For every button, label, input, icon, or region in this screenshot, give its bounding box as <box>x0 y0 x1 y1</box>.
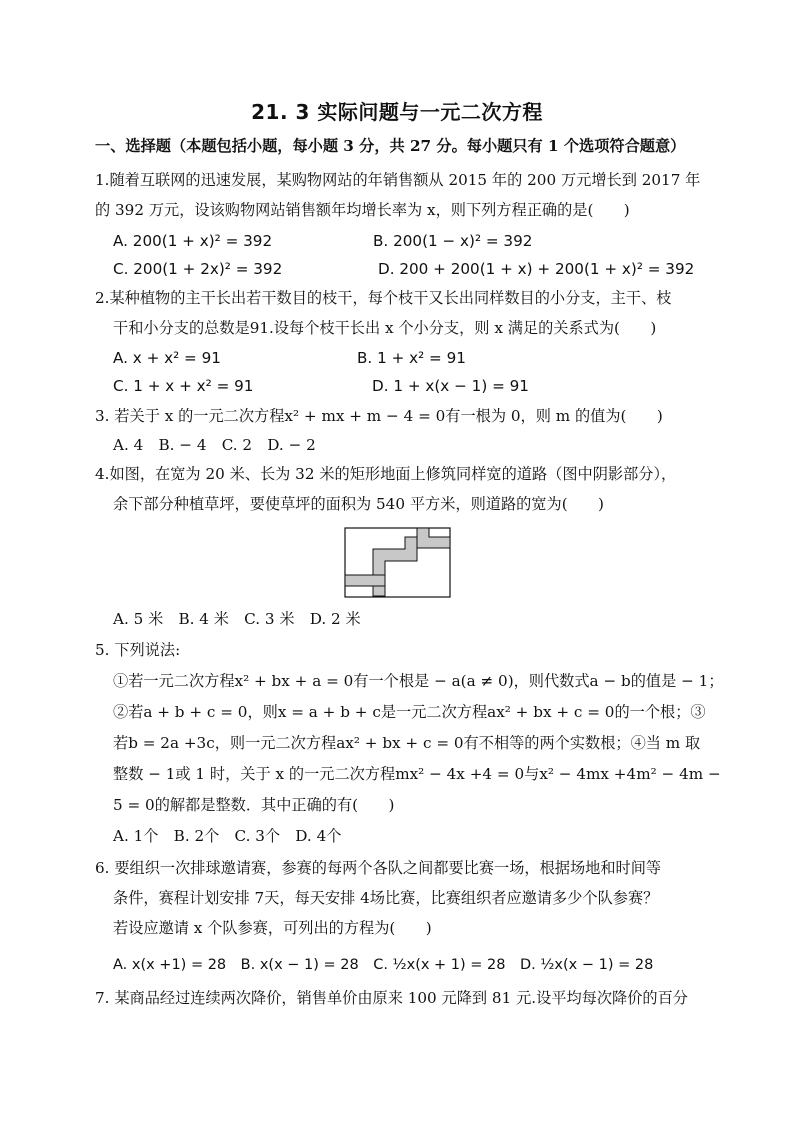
page-title: 21. 3 实际问题与一元二次方程 <box>251 100 543 124</box>
q4-line1: 4.如图，在宽为 20 米、长为 32 米的矩形地面上修筑同样宽的道路（图中阴影部分）， <box>95 465 677 483</box>
q1-option-c: C. 200(1 + 2x)² = 392 <box>113 260 283 278</box>
q1-line1: 1.随着互联网的迅速发展，某购物网站的年销售额从 2015 年的 200 万元增长到 2017 年 <box>95 171 701 189</box>
q4-line2: 余下部分种植草坪，要使草坪的面积为 540 平方米，则道路的宽为( ) <box>113 495 604 513</box>
q2-line1: 2.某种植物的主干长出若干数目的枝干，每个枝干又长出同样数目的小分支，主干、枝 <box>95 289 672 307</box>
q2-option-d: D. 1 + x(x − 1) = 91 <box>372 377 529 395</box>
q4-options: A. 5 米 B. 4 米 C. 3 米 D. 2 米 <box>113 610 361 628</box>
q1-option-d: D. 200 + 200(1 + x) + 200(1 + x)² = 392 <box>378 260 695 278</box>
q1-line2: 的 392 万元，设该购物网站销售额年均增长率为 x，则下列方程正确的是( ) <box>95 201 630 219</box>
q5-line4: 整数 − 1或 1 时，关于 x 的一元二次方程mx² − 4x +4 = 0与x² − 4mx +4m² − 4m − <box>113 765 721 783</box>
q2-option-c: C. 1 + x + x² = 91 <box>113 377 254 395</box>
q6-line2: 条件，赛程计划安排 7天，每天安排 4场比赛，比赛组织者应邀请多少个队参赛？ <box>113 889 659 907</box>
q6-options: A. x(x +1) = 28 B. x(x − 1) = 28 C. ½x(x + 1) = 28 D. ½x(x − 1) = 28 <box>113 957 654 973</box>
q5-line2: ②若a + b + c = 0，则x = a + b + c是一元二次方程ax² + bx + c = 0的一个根；③ <box>113 703 706 721</box>
q2-line2: 干和小分支的总数是91.设每个枝干长出 x 个小分支，则 x 满足的关系式为( ) <box>113 319 657 337</box>
road-diagram <box>344 527 452 599</box>
q2-option-a: A. x + x² = 91 <box>113 349 221 367</box>
q5-line0: 5. 下列说法: <box>95 641 181 659</box>
q5-line5: 5 = 0的解都是整数．其中正确的有( ) <box>113 796 395 814</box>
q5-line3: 若b = 2a +3c，则一元二次方程ax² + bx + c = 0有不相等的两个实数根；④当 m 取 <box>113 734 701 752</box>
q1-option-b: B. 200(1 − x)² = 392 <box>373 232 533 250</box>
q7-line1: 7. 某商品经过连续两次降价，销售单价由原来 100 元降到 81 元.设平均每次降价的百分 <box>95 989 688 1007</box>
q3-options: A. 4 B. − 4 C. 2 D. − 2 <box>113 436 316 454</box>
q2-option-b: B. 1 + x² = 91 <box>357 349 466 367</box>
q5-options: A. 1个 B. 2个 C. 3个 D. 4个 <box>113 827 342 845</box>
q5-line1: ①若一元二次方程x² + bx + a = 0有一个根是 − a(a ≠ 0)，则代数式a − b的值是 − 1； <box>113 672 724 690</box>
section-heading: 一、选择题（本题包括小题，每小题 3 分，共 27 分。每小题只有 1 个选项符合题意） <box>95 137 686 155</box>
q1-option-a: A. 200(1 + x)² = 392 <box>113 232 273 250</box>
q3-line1: 3. 若关于 x 的一元二次方程x² + mx + m − 4 = 0有一根为 0，则 m 的值为( ) <box>95 407 663 425</box>
q6-line3: 若设应邀请 x 个队参赛，可列出的方程为( ) <box>113 919 432 937</box>
q6-line1: 6. 要组织一次排球邀请赛，参赛的每两个各队之间都要比赛一场，根据场地和时间等 <box>95 859 662 877</box>
